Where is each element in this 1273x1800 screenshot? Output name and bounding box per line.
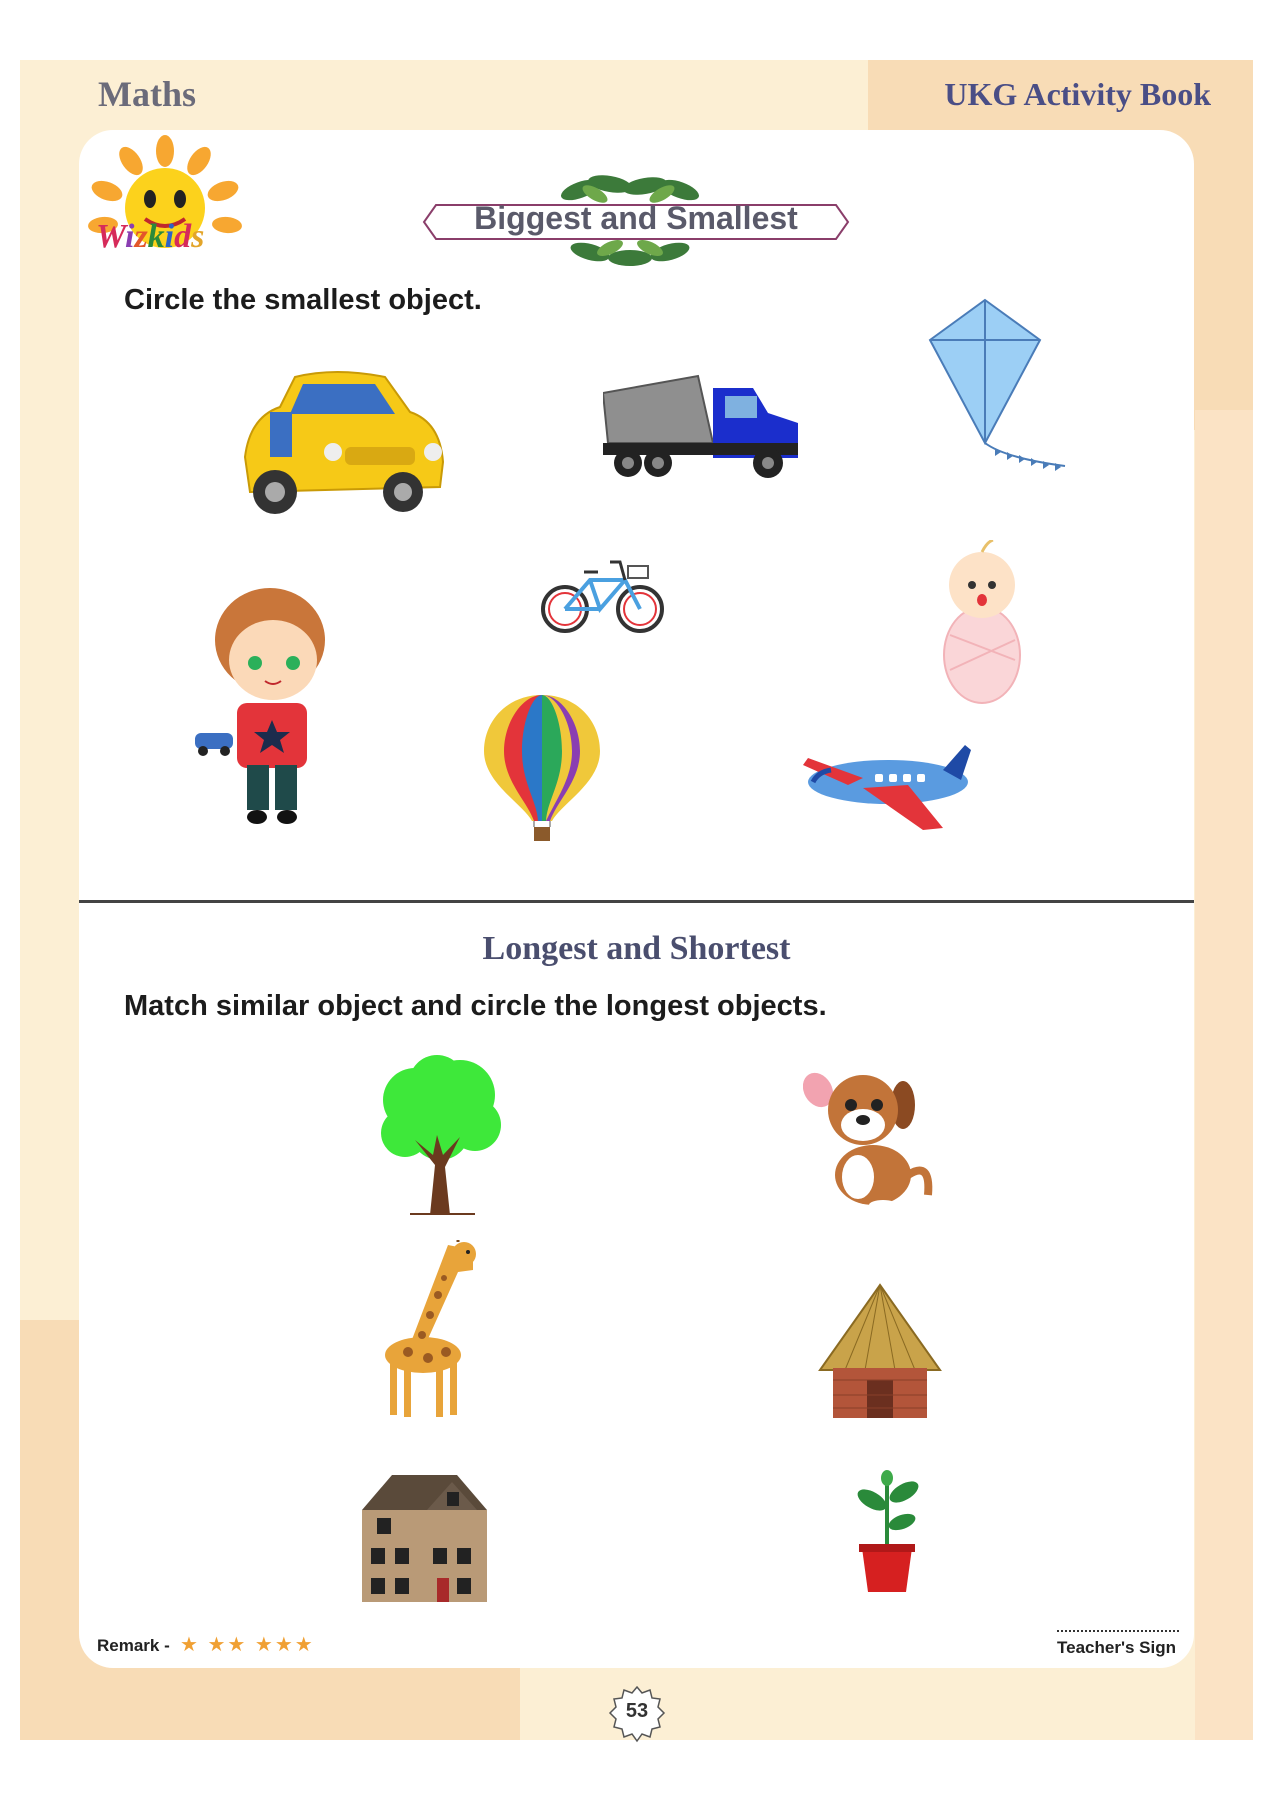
section-title: Biggest and Smallest — [474, 200, 798, 236]
book-title: UKG Activity Book — [944, 76, 1211, 112]
plant-icon[interactable] — [842, 1470, 932, 1595]
background-band — [1195, 410, 1253, 1740]
puppy-icon[interactable] — [803, 1065, 943, 1210]
teacher-sign-label: Teacher's Sign — [1057, 1638, 1176, 1657]
car-icon[interactable] — [225, 362, 450, 532]
remark-label: Remark - — [97, 1636, 170, 1655]
hut-icon[interactable] — [815, 1280, 945, 1420]
page-number: 53 — [625, 1700, 649, 1722]
boy-icon[interactable] — [195, 585, 335, 830]
kite-icon[interactable] — [925, 298, 1070, 483]
tree-icon[interactable] — [375, 1055, 505, 1215]
airplane-icon[interactable] — [803, 740, 978, 835]
rating-stars[interactable]: ★ ★★ ★★★ — [180, 1634, 315, 1656]
signature-line — [1057, 1630, 1179, 1632]
instruction-text: Circle the smallest object. — [124, 284, 482, 316]
hot-air-balloon-icon[interactable] — [482, 693, 602, 848]
truck-icon[interactable] — [603, 368, 803, 488]
house-icon[interactable] — [357, 1470, 492, 1605]
subject-title: Maths — [98, 74, 196, 114]
section-title: Longest and Shortest — [482, 930, 791, 967]
instruction-text: Match similar object and circle the longest objects. — [124, 990, 827, 1022]
giraffe-icon[interactable] — [378, 1240, 493, 1420]
logo-text: Wizkids — [96, 218, 205, 255]
bicycle-icon[interactable] — [540, 552, 665, 637]
section-divider — [79, 900, 1194, 903]
baby-icon[interactable] — [935, 540, 1030, 705]
